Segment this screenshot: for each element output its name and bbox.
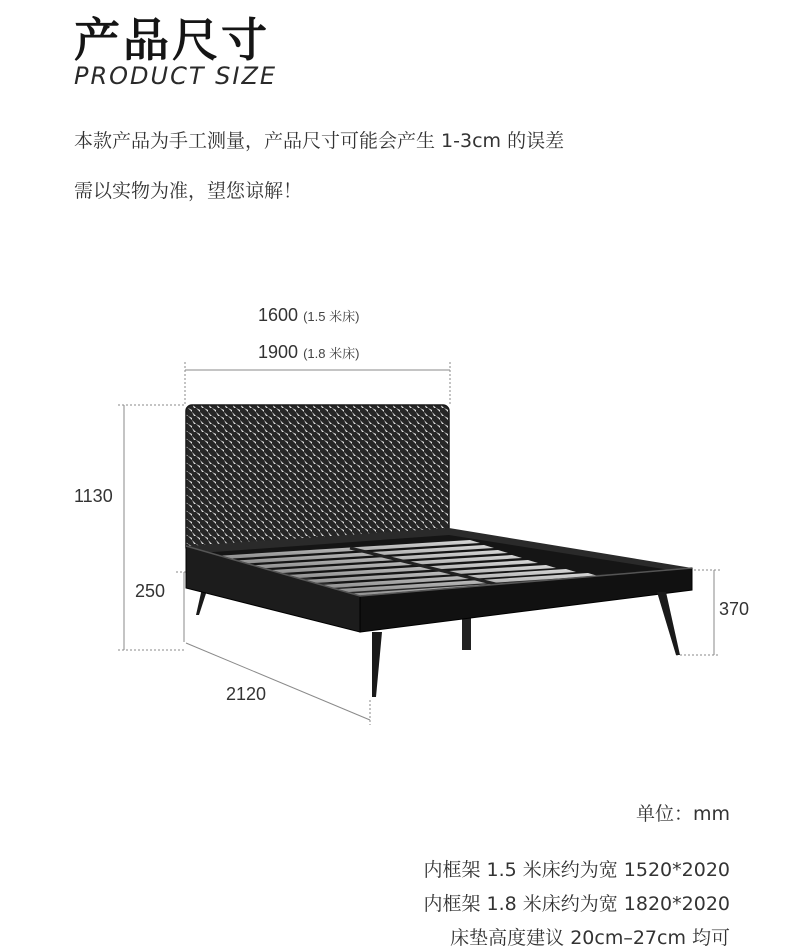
height-leg-label: 370 <box>719 599 750 619</box>
description-line-1: 本款产品为手工测量，产品尺寸可能会产生 1-3cm 的误差 <box>74 130 565 152</box>
back-center-leg <box>462 615 471 650</box>
inner-frame-18-note: 内框架 1.8 米床约为宽 1820*2020 <box>423 893 730 915</box>
width-1500-note: (1.5 米床) <box>303 309 360 324</box>
page-subtitle: PRODUCT SIZE <box>74 62 278 90</box>
description-line-2: 需以实物为准，望您谅解！ <box>74 180 303 202</box>
length-label: 2120 <box>226 684 267 704</box>
width-1500-value: 1600 <box>258 305 299 325</box>
length-dimension-line <box>186 643 370 720</box>
inner-frame-15-note: 内框架 1.5 米床约为宽 1520*2020 <box>423 859 730 881</box>
page-title: 产品尺寸 <box>74 13 270 67</box>
mattress-height-note: 床垫高度建议 20cm–27cm 均可 <box>450 927 730 949</box>
width-1800-value: 1900 <box>258 342 299 362</box>
unit-note: 单位：mm <box>635 803 730 825</box>
front-corner-leg <box>372 632 382 697</box>
height-frame-label: 250 <box>135 581 166 601</box>
width-1800-note: (1.8 米床) <box>303 346 360 361</box>
front-right-leg <box>657 592 680 655</box>
height-total-label: 1130 <box>74 486 113 506</box>
